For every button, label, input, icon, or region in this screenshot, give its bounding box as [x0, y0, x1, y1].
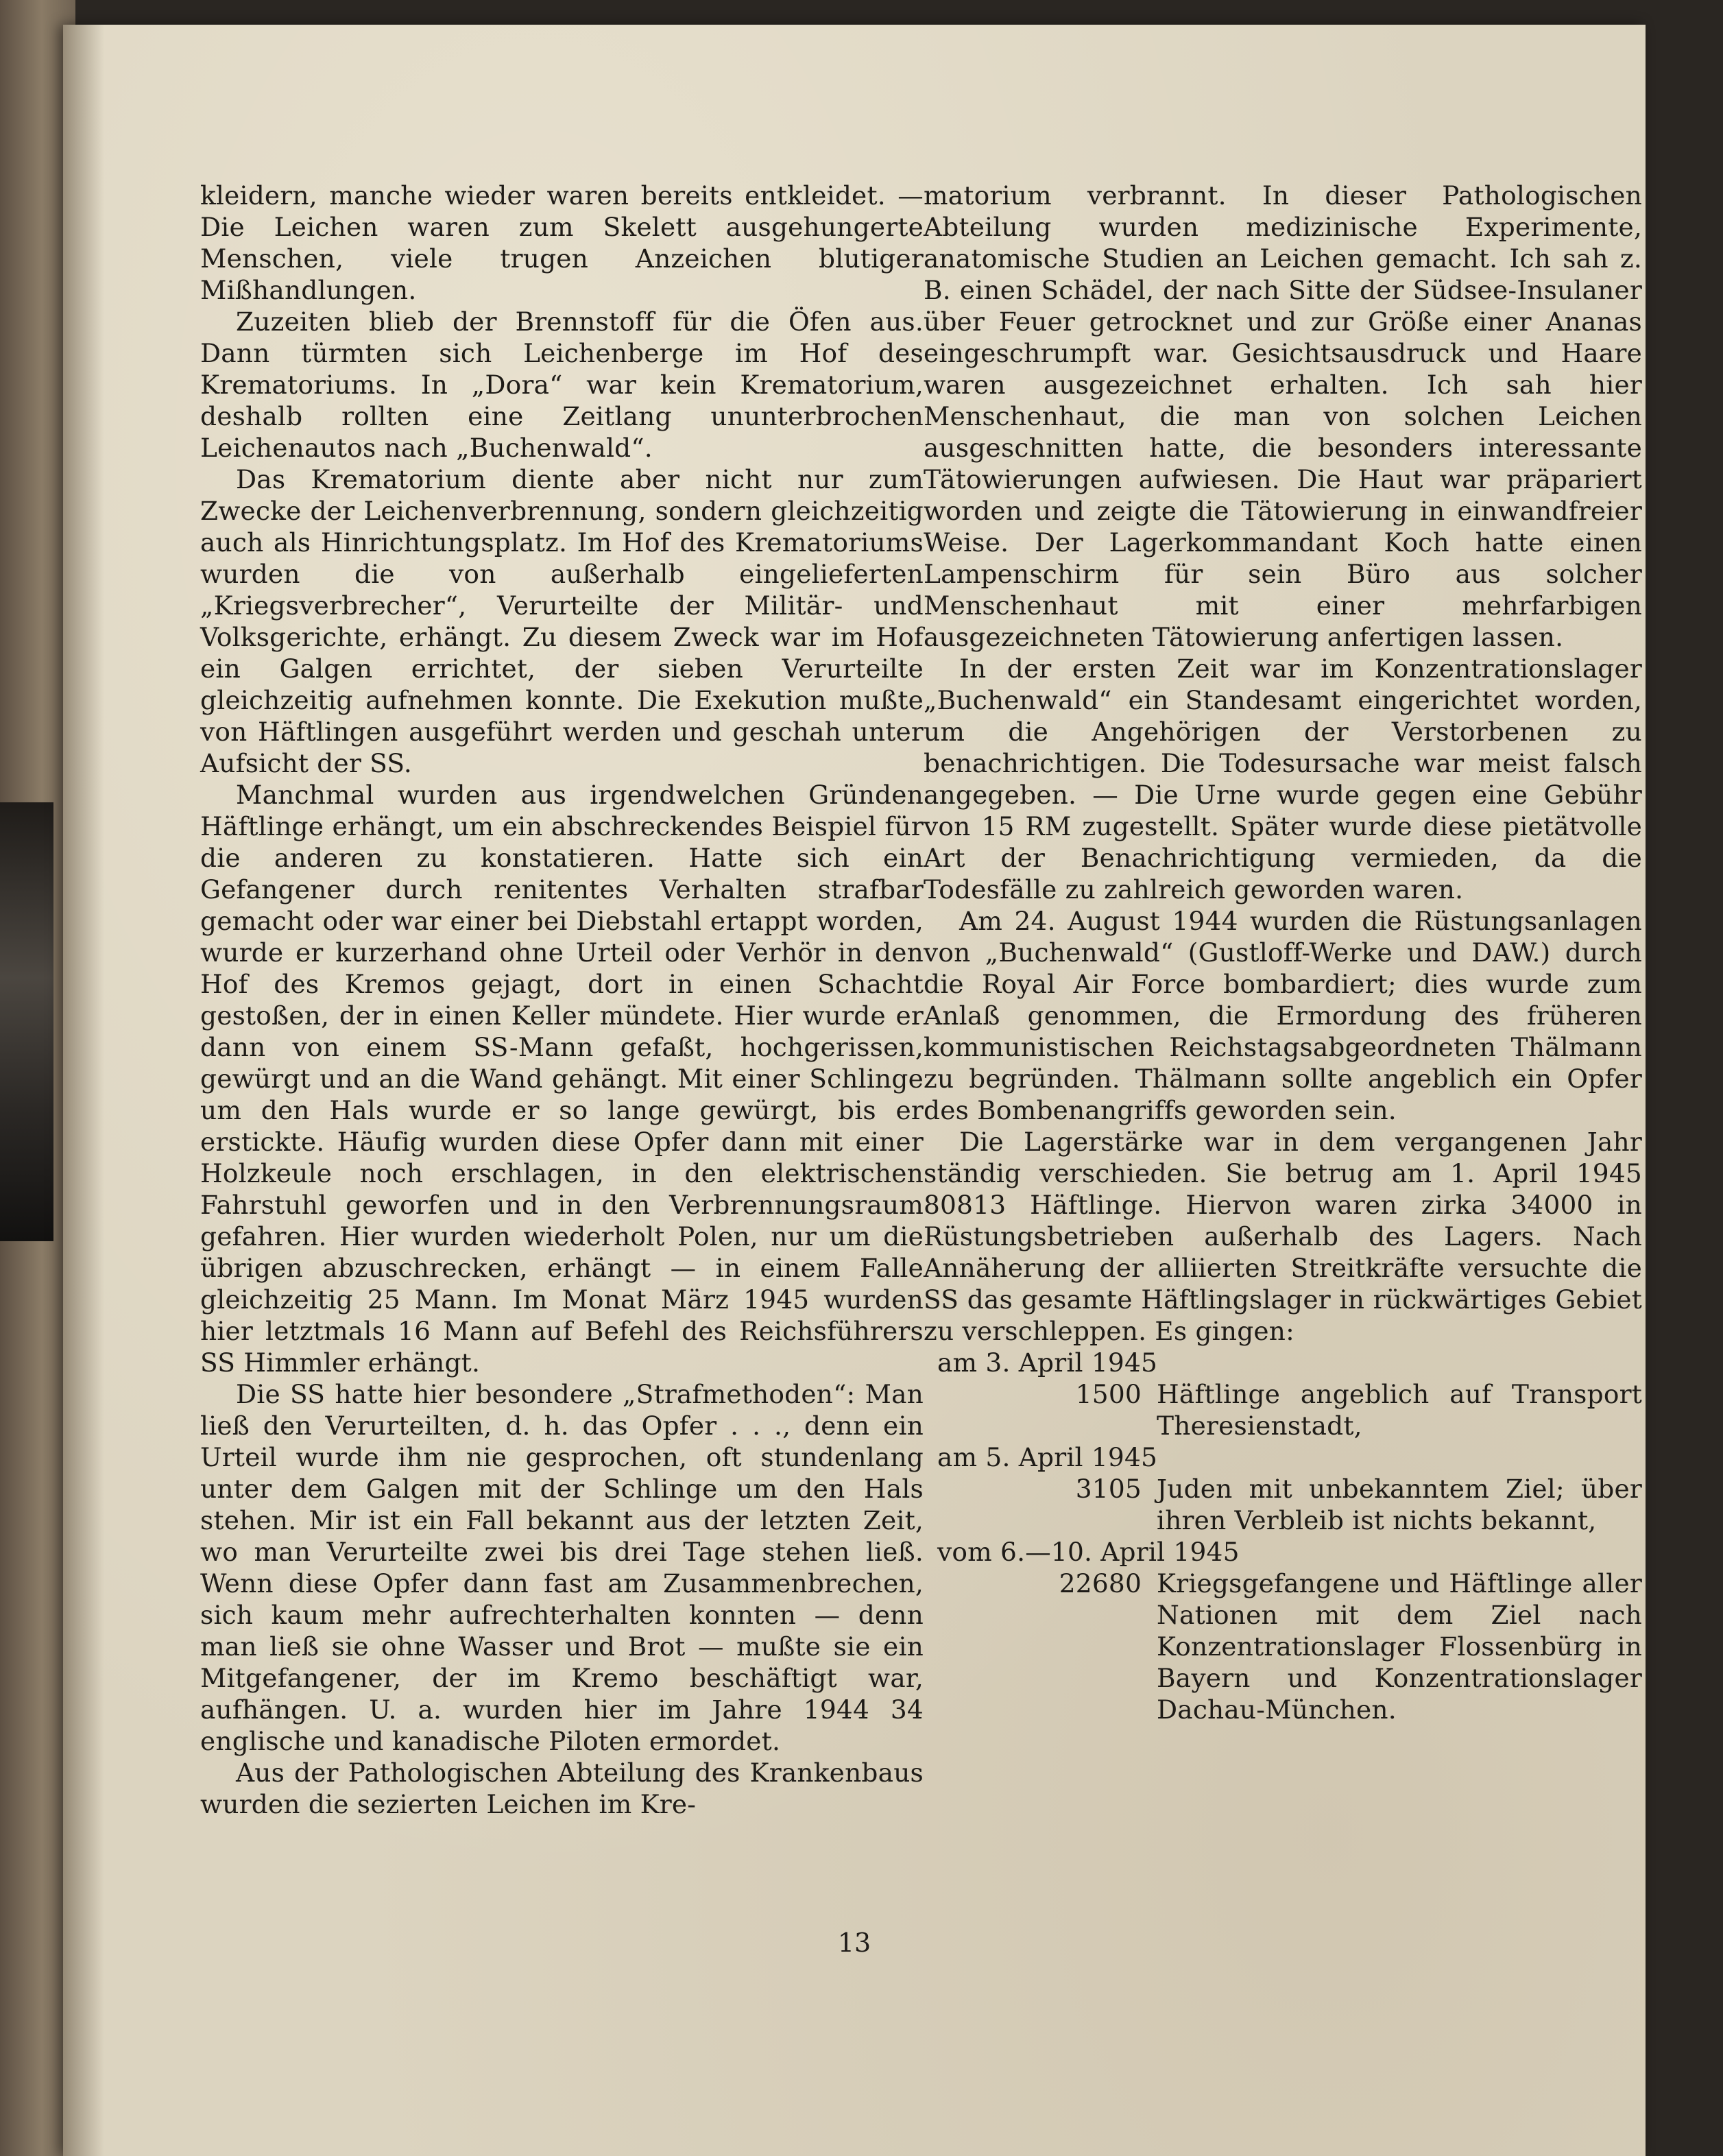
departure-entry — [924, 1347, 1642, 1441]
departure-description: Kriegsgefangene und Häftlinge aller Nationen mit dem Ziel nach Konzentrationslager Flossenbürg in Bayern und Konzentrationslager Dachau-München. — [1157, 1568, 1642, 1725]
departure-count: 3105 — [1075, 1474, 1142, 1504]
departure-entry — [924, 1536, 1642, 1725]
departure-count: 1500 — [1075, 1379, 1142, 1409]
left-column — [200, 180, 924, 1820]
departure-description: Häftlinge angeblich auf Transport Theresienstadt, — [1157, 1379, 1642, 1441]
paragraph: Das Krematorium diente aber nicht nur zum Zwecke der Leichenverbrennung, sondern gleichzeitig auch als Hinrichtungsplatz. Im Hof des Krematoriums wurden die von außerhalb eingelieferten „Kriegsverbrecher“, Verurteilte der Militär- und Volksgerichte, erhängt. Zu diesem Zweck war im Hof ein Galgen errichtet, der sieben Verurteilte gleichzeitig aufnehmen konnte. Die Exekution mußte von Häftlingen ausgeführt werden und geschah unter Aufsicht der SS. — [200, 464, 924, 778]
paragraph: Manchmal wurden aus irgendwelchen Gründen Häftlinge erhängt, um ein abschreckendes Beispiel für die anderen zu konstatieren. Hatte sich ein Gefangener durch renitentes Verhalten strafbar gemacht oder war einer bei Diebstahl ertappt worden, wurde er kurzerhand ohne Urteil oder Verhör in den Hof des Kremos gejagt, dort in einen Schacht gestoßen, der in einen Keller mündete. Hier wurde er dann von einem SS-Mann gefaßt, hochgerissen, gewürgt und an die Wand gehängt. Mit einer Schlinge um den Hals wurde er so lange gewürgt, bis er erstickte. Häufig wurden diese Opfer dann mit einer Holzkeule noch erschlagen, in den elektrischen Fahrstuhl geworfen und in den Verbrennungsraum gefahren. Hier wurden wiederholt Polen, nur um die übrigen abzuschrecken, erhängt — in einem Falle gleichzeitig 25 Mann. Im Monat März 1945 wurden hier letztmals 16 Mann auf Befehl des Reichsführers SS Himmler erhängt. — [200, 780, 924, 1378]
departure-description: Juden mit unbekanntem Ziel; über ihren Verbleib ist nichts bekannt, — [1157, 1474, 1642, 1535]
departure-date: vom 6.—10. April 1945 — [937, 1537, 1240, 1567]
paragraph: Aus der Pathologischen Abteilung des Krankenbaus wurden die sezierten Leichen im Kre- — [200, 1758, 924, 1819]
paragraph: Die SS hatte hier besondere „Strafmethoden“: Man ließ den Verurteilten, d. h. das Opfer . . ., denn ein Urteil wurde ihm nie gesprochen, oft stundenlang unter dem Galgen mit der Schlinge um den Hals stehen. Mir ist ein Fall bekannt aus der letzten Zeit, wo man Verurteilte zwei bis drei Tage stehen ließ. Wenn diese Opfer dann fast am Zusammenbrechen, sich kaum mehr aufrechterhalten konnten — denn man ließ sie ohne Wasser und Brot — mußte sie ein Mitgefangener, der im Kremo beschäftigt war, aufhängen. U. a. wurden hier im Jahre 1944 34 englische und kanadische Piloten ermordet. — [200, 1379, 924, 1756]
paragraph: Die Lagerstärke war in dem vergangenen Jahr ständig verschieden. Sie betrug am 1. April 1945 80813 Häftlinge. Hiervon waren zirka 34000 in Rüstungsbetrieben außerhalb des Lagers. Nach Annäherung der alliierten Streitkräfte versuchte die SS das gesamte Häftlingslager in rückwärtiges Gebiet zu verschleppen. Es gingen: — [924, 1127, 1642, 1346]
paragraph: Zuzeiten blieb der Brennstoff für die Öfen aus. Dann türmten sich Leichenberge im Hof des Krematoriums. In „Dora“ war kein Krematorium, deshalb rollten eine Zeitlang ununterbrochen Leichenautos nach „Buchenwald“. — [200, 307, 924, 463]
previous-page-photo-strip — [0, 802, 53, 1241]
paragraph: Am 24. August 1944 wurden die Rüstungsanlagen von „Buchenwald“ (Gustloff-Werke und DAW.) durch die Royal Air Force bombardiert; dies wurde zum Anlaß genommen, die Ermordung des früheren kommunistischen Reichstagsabgeordneten Thälmann zu begründen. Thälmann sollte angeblich ein Opfer des Bombenangriffs geworden sein. — [924, 906, 1642, 1125]
page-number: 13 — [837, 1928, 871, 1958]
right-column — [924, 180, 1642, 1725]
departure-date: am 3. April 1945 — [937, 1348, 1158, 1378]
paragraph: kleidern, manche wieder waren bereits entkleidet. — Die Leichen waren zum Skelett ausgehungerte Menschen, viele trugen Anzeichen blutiger Mißhandlungen. — [200, 180, 924, 305]
paragraph: In der ersten Zeit war im Konzentrationslager „Buchenwald“ ein Standesamt eingerichtet worden, um die Angehörigen der Verstorbenen zu benachrichtigen. Die Todesursache war meist falsch angegeben. — Die Urne wurde gegen eine Gebühr von 15 RM zugestellt. Später wurde diese pietätvolle Art der Benachrichtigung vermieden, da die Todesfälle zu zahlreich geworden waren. — [924, 654, 1642, 905]
departure-date: am 5. April 1945 — [937, 1442, 1158, 1472]
paragraph: matorium verbrannt. In dieser Pathologischen Abteilung wurden medizinische Experimente, anatomische Studien an Leichen gemacht. Ich sah z. B. einen Schädel, der nach Sitte der Südsee-Insulaner über Feuer getrocknet und zur Größe einer Ananas eingeschrumpft war. Gesichtsausdruck und Haare waren ausgezeichnet erhalten. Ich sah hier Menschenhaut, die man von solchen Leichen ausgeschnitten hatte, die besonders interessante Tätowierungen aufwiesen. Die Haut war präpariert worden und zeigte die Tätowierung in einwandfreier Weise. Der Lagerkommandant Koch hatte einen Lampenschirm für sein Büro aus solcher Menschenhaut mit einer mehrfarbigen ausgezeichneten Tätowierung anfertigen lassen. — [924, 180, 1642, 652]
departure-count: 22680 — [1059, 1568, 1142, 1598]
departure-entry — [924, 1441, 1642, 1536]
page-gutter-shadow — [63, 25, 104, 2156]
document-page — [63, 25, 1646, 2156]
